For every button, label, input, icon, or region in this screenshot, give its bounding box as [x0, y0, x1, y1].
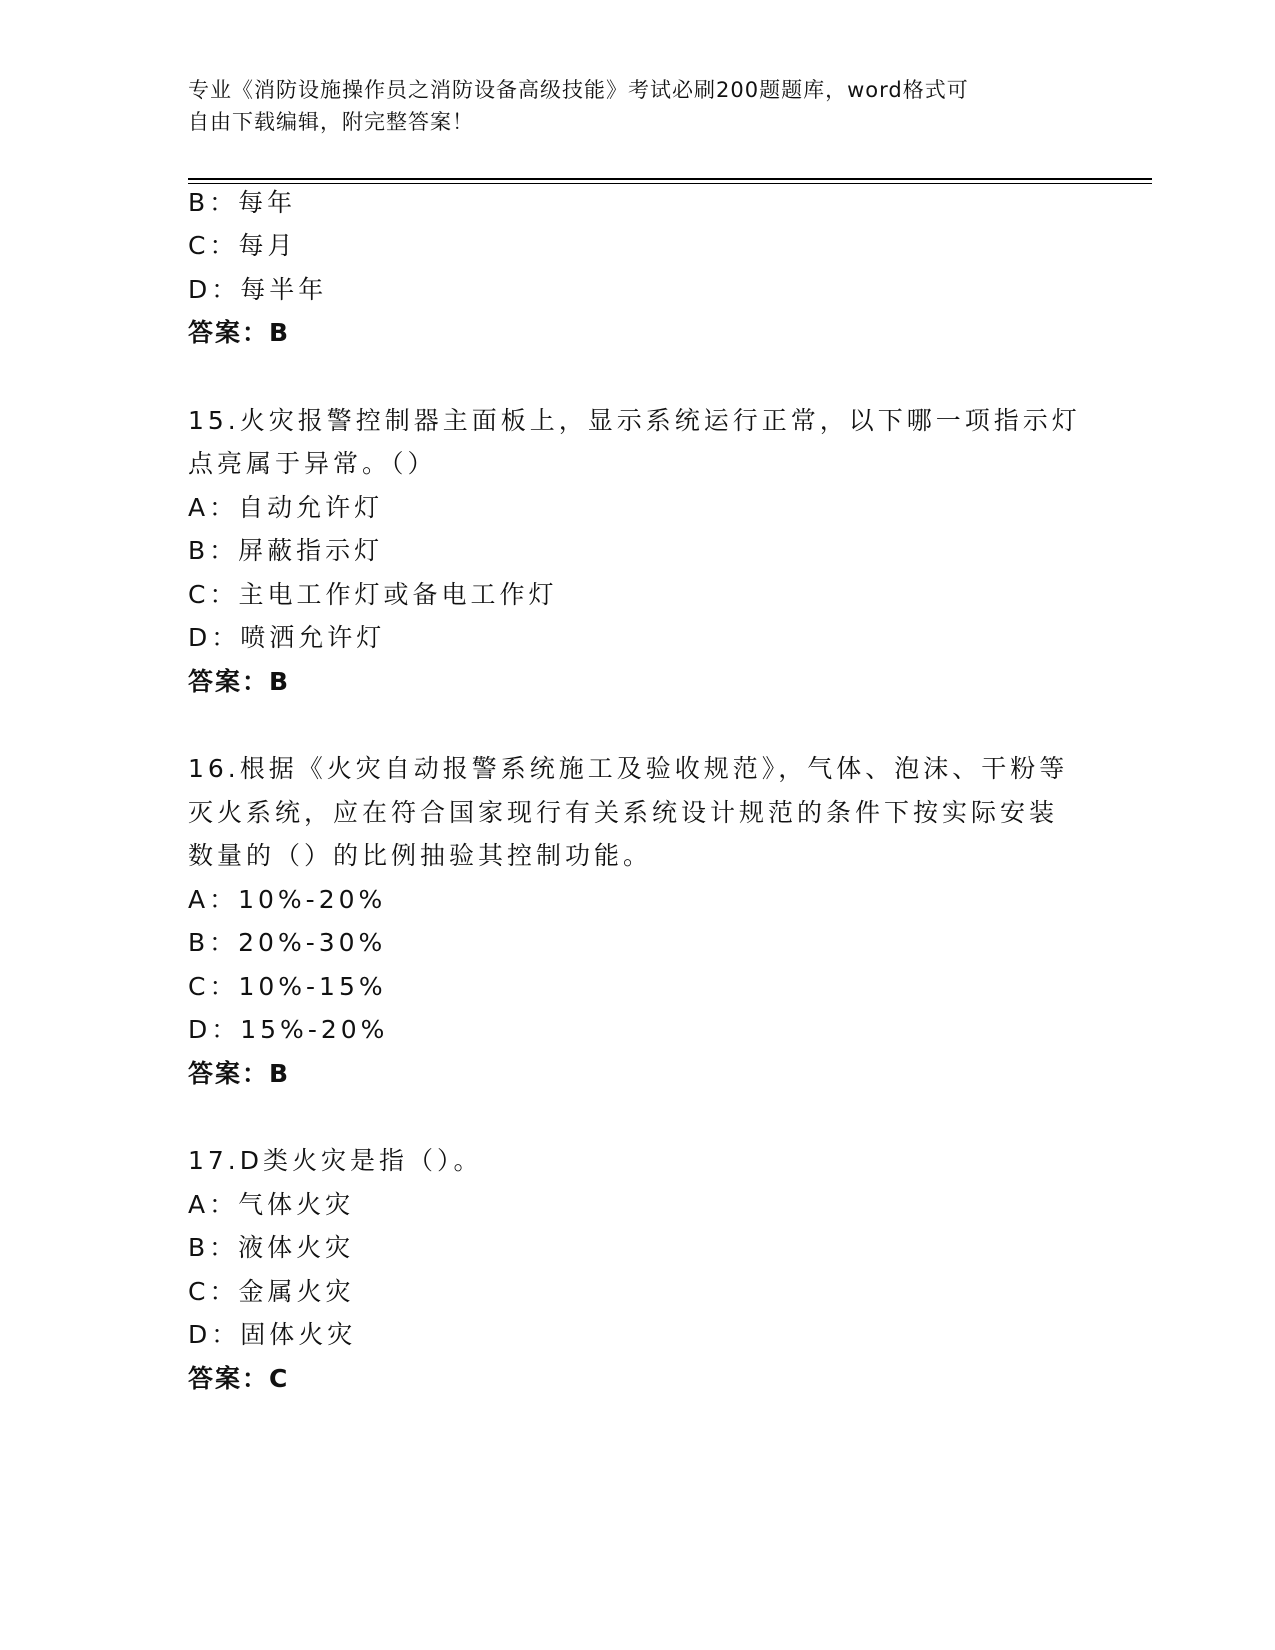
question-16-option-b: B：20%-30%: [188, 928, 387, 957]
question-17-option-d: D：固体火灾: [188, 1320, 357, 1349]
question-15-option-a: A：自动允许灯: [188, 493, 384, 522]
question-17-option-c: C：金属火灾: [188, 1277, 355, 1306]
question-15-option-b: B：屏蔽指示灯: [188, 536, 384, 565]
question-16-option-c: C：10%-15%: [188, 972, 387, 1001]
option-b: B：每年: [188, 188, 297, 217]
question-17-stem-line-1: 17.D类火灾是指（）。: [188, 1146, 483, 1175]
header-divider-thin: [188, 183, 1152, 184]
question-16-option-d: D：15%-20%: [188, 1015, 389, 1044]
question-16-stem-line-3: 数量的（）的比例抽验其控制功能。: [188, 841, 653, 870]
question-17-answer: 答案：C: [188, 1364, 290, 1393]
header-divider-thick: [188, 178, 1152, 180]
question-16-stem-line-1: 16.根据《火灾自动报警系统施工及验收规范》，气体、泡沫、干粉等: [188, 754, 1069, 783]
question-16-stem-line-2: 灭火系统，应在符合国家现行有关系统设计规范的条件下按实际安装: [188, 798, 1059, 827]
question-15-option-c: C：主电工作灯或备电工作灯: [188, 580, 558, 609]
question-15-answer: 答案：B: [188, 667, 291, 696]
question-16-option-a: A：10%-20%: [188, 885, 387, 914]
header-line-1: 专业《消防设施操作员之消防设备高级技能》考试必刷200题题库，word格式可: [188, 78, 969, 102]
question-15-stem-line-2: 点亮属于异常。（）: [188, 449, 437, 478]
answer-line: 答案：B: [188, 318, 291, 347]
question-17-option-b: B：液体火灾: [188, 1233, 355, 1262]
header-line-2: 自由下载编辑，附完整答案！: [188, 110, 474, 134]
option-d: D：每半年: [188, 275, 328, 304]
question-15-option-d: D：喷洒允许灯: [188, 623, 386, 652]
option-c: C：每月: [188, 231, 297, 260]
question-15-stem-line-1: 15.火灾报警控制器主面板上，显示系统运行正常，以下哪一项指示灯: [188, 406, 1081, 435]
question-17-option-a: A：气体火灾: [188, 1190, 355, 1219]
document-header: [188, 74, 1068, 138]
question-16-answer: 答案：B: [188, 1059, 291, 1088]
